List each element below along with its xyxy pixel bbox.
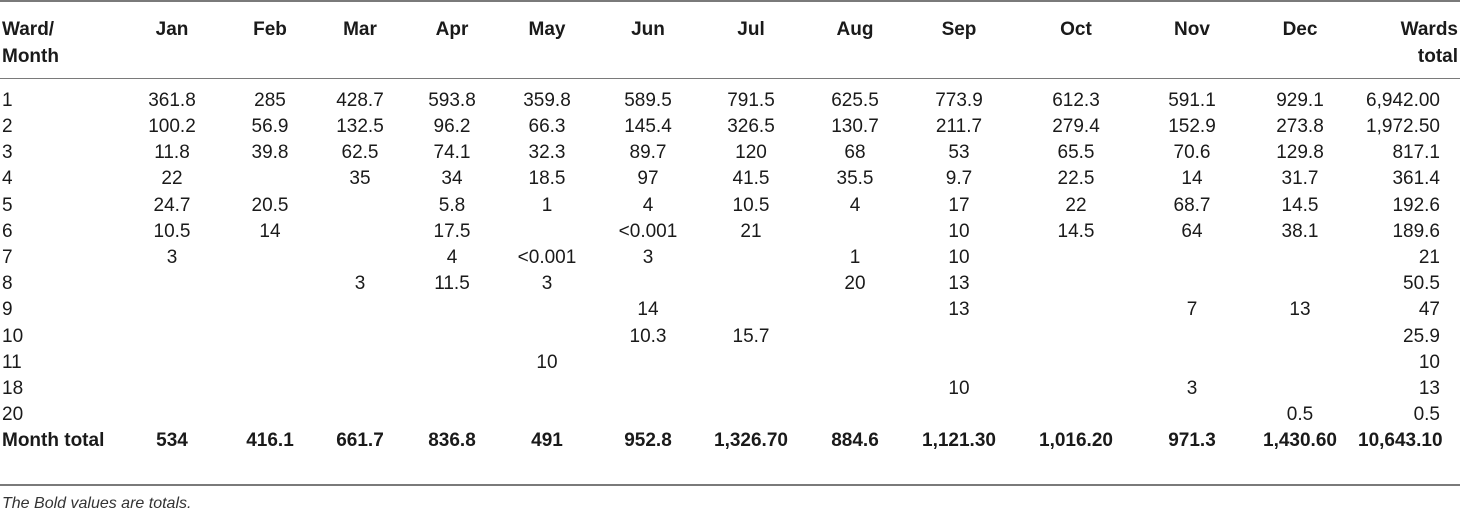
ward-cell: 2 [2,116,13,138]
value-cell: 31.7 [1281,168,1319,190]
month-total-label: Month total [2,430,105,452]
table-row [0,376,1460,402]
value-cell [226,245,314,271]
month-total-cell: 952.8 [624,430,672,452]
value-cell [802,350,908,376]
value-cell: 120 [735,142,767,164]
value-cell: 68 [844,142,866,164]
month-total-row [0,428,1460,454]
value-cell: 14.5 [1057,220,1095,242]
month-total-cell: 1,430.60 [1263,430,1337,452]
value-cell [118,350,226,376]
value-cell [908,402,1010,428]
value-cell: 7 [1186,299,1198,321]
ward-cell: 8 [2,273,13,295]
value-cell: 279.4 [1052,116,1100,138]
value-cell [498,324,596,350]
month-total-cell: 836.8 [428,430,476,452]
value-cell: 1 [849,247,861,269]
ward-cell: 6 [2,220,13,242]
month-total-cell: 1,121.30 [922,430,996,452]
ward-cell: 18 [2,377,24,399]
value-cell [226,402,314,428]
value-cell: 56.9 [251,116,289,138]
value-cell [226,376,314,402]
month-total-cell: 1,326.70 [714,430,788,452]
value-cell: 4 [849,194,861,216]
value-cell [314,219,406,245]
value-cell [1142,350,1242,376]
value-cell [1142,271,1242,297]
value-cell: 326.5 [727,116,775,138]
value-cell: 14 [259,220,281,242]
value-cell [596,271,700,297]
value-cell [118,297,226,323]
value-cell: 285 [254,90,286,111]
ward-total-cell: 10 [1418,351,1440,373]
value-cell: 13 [948,299,970,321]
ward-total-cell: 0.5 [1413,404,1440,426]
month-total-cell: 884.6 [831,430,879,452]
value-cell: 11.5 [434,273,470,295]
header-nov: Nov [1174,19,1210,40]
value-cell: 3 [166,247,178,269]
value-cell: 152.9 [1168,116,1216,138]
value-cell [406,402,498,428]
value-cell [802,376,908,402]
header-feb: Feb [253,19,287,40]
value-cell [406,350,498,376]
header-may: May [528,19,566,40]
value-cell [700,350,802,376]
value-cell: 361.8 [148,90,196,111]
value-cell: 359.8 [523,90,571,111]
value-cell: 4 [642,194,654,216]
ward-total-cell: 47 [1418,299,1440,321]
month-total-cell: 491 [531,430,563,452]
value-cell: 21 [740,220,762,242]
header-dec: Dec [1282,19,1318,40]
ward-total-cell: 361.4 [1392,168,1440,190]
ward-cell: 1 [2,90,13,111]
value-cell [1242,376,1358,402]
value-cell: 22.5 [1057,168,1095,190]
value-cell [314,245,406,271]
header-jul: Jul [737,19,765,40]
value-cell: 3 [541,273,553,295]
table-row [0,350,1460,376]
value-cell [406,297,498,323]
value-cell [314,350,406,376]
value-cell [226,271,314,297]
value-cell [314,193,406,219]
value-cell [802,324,908,350]
value-cell: 591.1 [1168,90,1216,111]
value-cell [596,376,700,402]
ward-cell: 10 [2,325,24,347]
ward-total-cell: 189.6 [1392,220,1440,242]
ward-cell: 3 [2,142,13,164]
value-cell: 35.5 [836,168,874,190]
value-cell: 3 [1186,377,1198,399]
value-cell [1010,350,1142,376]
value-cell: 96.2 [433,116,471,138]
ward-total-cell: 1,972.50 [1366,116,1440,138]
value-cell: 89.7 [629,142,667,164]
value-cell: 14 [637,299,659,321]
ward-cell: 5 [2,194,13,216]
ward-cell: 7 [2,247,13,269]
value-cell: <0.001 [618,220,678,242]
value-cell: 773.9 [935,90,983,111]
value-cell: 24.7 [153,194,191,216]
value-cell: 11.8 [154,142,190,164]
value-cell: 10 [948,220,970,242]
value-cell: 62.5 [341,142,379,164]
value-cell: 589.5 [624,90,672,111]
header-wards-total: Wards total [1400,19,1458,67]
value-cell: 17 [948,194,970,216]
value-cell [498,297,596,323]
value-cell [908,350,1010,376]
ward-cell: 4 [2,168,13,190]
value-cell: 39.8 [251,142,289,164]
value-cell: 17.5 [433,220,471,242]
value-cell: 145.4 [624,116,672,138]
value-cell [118,324,226,350]
value-cell [226,324,314,350]
value-cell [314,402,406,428]
value-cell: 10.5 [732,194,770,216]
value-cell: 38.1 [1281,220,1319,242]
value-cell: 9.7 [945,168,973,190]
value-cell: 64 [1181,220,1203,242]
value-cell [1242,271,1358,297]
ward-total-cell: 50.5 [1403,273,1440,295]
ward-total-cell: 25.9 [1403,325,1440,347]
value-cell: 130.7 [831,116,879,138]
value-cell [596,350,700,376]
value-cell: 129.8 [1276,142,1324,164]
value-cell [226,297,314,323]
value-cell [1242,324,1358,350]
value-cell: 22 [1065,194,1087,216]
table-row [0,140,1460,166]
value-cell: 273.8 [1276,116,1324,138]
table-row [0,114,1460,140]
value-cell: 14.5 [1281,194,1319,216]
value-cell: 20.5 [251,194,289,216]
value-cell: 132.5 [336,116,384,138]
value-cell: 53 [948,142,970,164]
table-row [0,166,1460,192]
value-cell: 13 [948,273,970,295]
month-total-cell: 661.7 [336,430,384,452]
value-cell: 14 [1181,168,1203,190]
value-cell [700,402,802,428]
value-cell [118,402,226,428]
value-cell: 625.5 [831,90,879,111]
ward-cell: 20 [2,404,24,426]
value-cell: 593.8 [428,90,476,111]
table-row [0,271,1460,297]
header-jan: Jan [155,19,189,40]
month-total-cell: 1,016.20 [1039,430,1113,452]
value-cell [314,324,406,350]
value-cell: 41.5 [732,168,770,190]
value-cell: 65.5 [1057,142,1095,164]
value-cell: 74.1 [433,142,471,164]
value-cell [700,297,802,323]
value-cell [498,219,596,245]
value-cell [406,324,498,350]
header-sep: Sep [941,19,977,40]
ward-cell: 11 [2,351,22,373]
value-cell [406,376,498,402]
table-row [0,324,1460,350]
value-cell [1010,245,1142,271]
grand-total-cell: 10,643.10 [1358,430,1443,452]
header-aug: Aug [836,19,874,40]
value-cell: 68.7 [1173,194,1211,216]
value-cell [498,402,596,428]
value-cell [1010,324,1142,350]
value-cell: 10 [948,377,970,399]
value-cell [118,271,226,297]
value-cell: 34 [441,168,463,190]
value-cell: 32.3 [528,142,566,164]
value-cell [1242,245,1358,271]
value-cell [226,166,314,192]
value-cell: 15.7 [732,325,770,347]
value-cell: 791.5 [727,90,775,111]
value-cell [700,245,802,271]
table-row [0,297,1460,323]
value-cell [226,350,314,376]
value-cell: 97 [637,168,659,190]
value-cell [314,376,406,402]
value-cell [498,376,596,402]
header-jun: Jun [631,19,665,40]
value-cell [1010,376,1142,402]
table-row [0,219,1460,245]
value-cell: 1 [541,194,553,216]
value-cell: 612.3 [1052,90,1100,111]
table-row [0,402,1460,428]
value-cell: 35 [349,168,371,190]
ward-total-cell: 817.1 [1392,142,1440,164]
value-cell [700,271,802,297]
value-cell [596,402,700,428]
value-cell: 70.6 [1173,142,1211,164]
header-ward-month: Ward/ Month [2,19,59,67]
value-cell [118,376,226,402]
value-cell [314,297,406,323]
value-cell: 929.1 [1276,90,1324,111]
value-cell: 211.7 [935,116,983,138]
value-cell: 0.5 [1286,404,1314,426]
value-cell [802,402,908,428]
value-cell: 10 [948,247,970,269]
footnote: The Bold values are totals. [2,495,192,512]
ward-total-cell: 6,942.00 [1366,90,1440,111]
value-cell: 13 [1289,299,1311,321]
ward-total-cell: 21 [1418,247,1440,269]
value-cell [908,324,1010,350]
value-cell: 22 [161,168,183,190]
value-cell [1010,271,1142,297]
value-cell: 18.5 [528,168,566,190]
header-row [0,0,1460,80]
month-total-cell: 534 [156,430,188,452]
month-total-cell: 416.1 [246,430,294,452]
ward-total-cell: 192.6 [1392,194,1440,216]
value-cell [1010,402,1142,428]
ward-cell: 9 [2,299,13,321]
value-cell [802,219,908,245]
value-cell: 100.2 [148,116,196,138]
table-row [0,80,1460,114]
value-cell [1142,245,1242,271]
month-total-cell: 971.3 [1168,430,1216,452]
value-cell: 3 [354,273,366,295]
value-cell: 5.8 [438,194,466,216]
value-cell [1142,324,1242,350]
value-cell: 20 [844,273,866,295]
value-cell: 10.5 [153,220,191,242]
value-cell: 4 [446,247,458,269]
header-mar: Mar [343,19,377,40]
value-cell: <0.001 [517,247,577,269]
value-cell [802,297,908,323]
header-oct: Oct [1060,19,1092,40]
value-cell: 3 [642,247,654,269]
bottom-rule [0,484,1460,486]
value-cell [700,376,802,402]
value-cell: 10 [536,351,558,373]
value-cell: 428.7 [336,90,384,111]
value-cell [1142,402,1242,428]
ward-total-cell: 13 [1418,377,1440,399]
table-row [0,193,1460,219]
value-cell: 10.3 [629,325,667,347]
value-cell: 66.3 [528,116,566,138]
header-apr: Apr [435,19,469,40]
value-cell [1010,297,1142,323]
table-body [0,80,1460,454]
table-row [0,245,1460,271]
value-cell [1242,350,1358,376]
